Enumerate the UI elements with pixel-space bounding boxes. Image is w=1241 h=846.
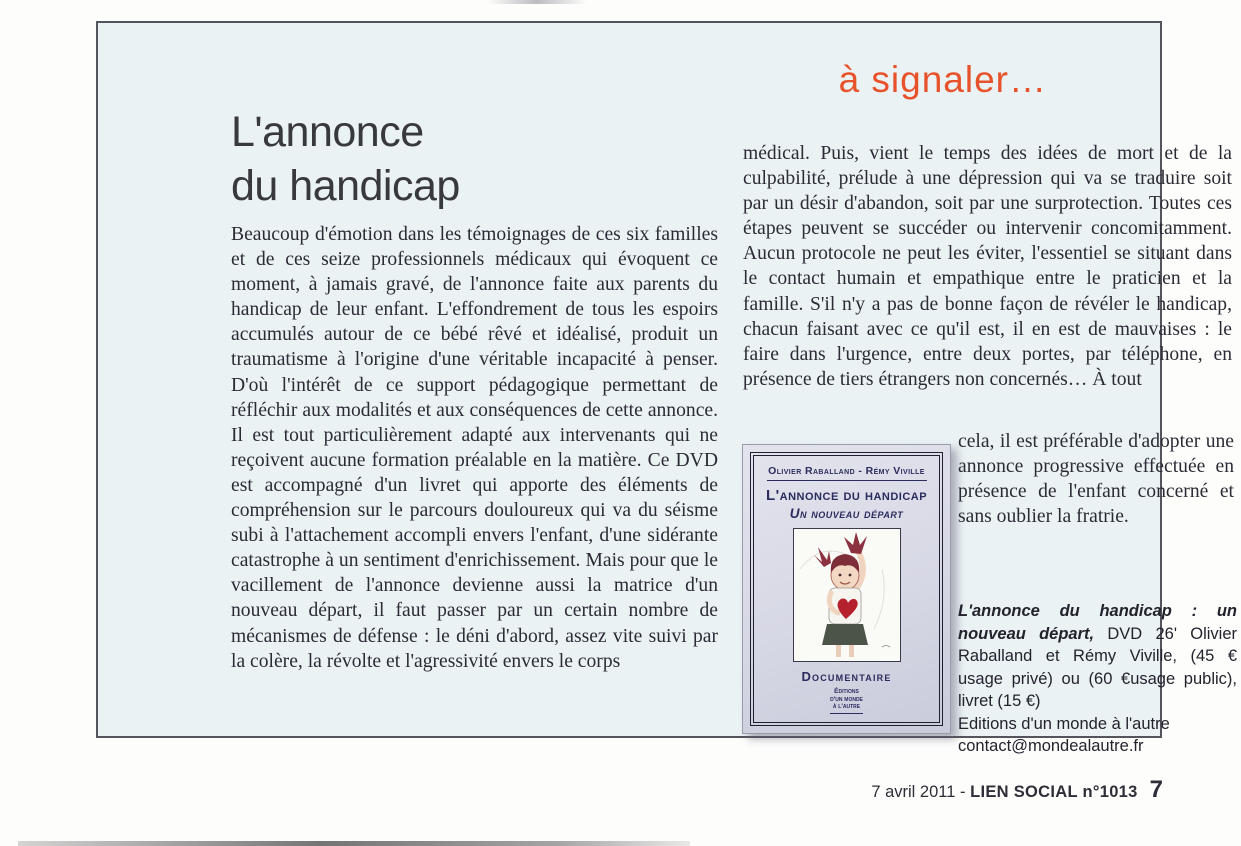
article-column-left: Beaucoup d'émotion dans les témoignages de ces six familles et de ces seize professionnels médicaux qui évoquent ce moment, à jamais gravé, de l'annonce faite aux parents du handicap de leur enfant. L'effondrement de tous les espoirs accumulés autour de ce bébé rêvé et idéalisé, produit un traumatisme à l'origine d'une véritable incapacité à penser. D'où l'intérêt de ce support pédagogique permettant de réfléchir aux modalités et aux conséquences de cette annonce. Il est tout particulièrement adapté aux intervenants qui ne reçoivent aucune formation préalable en la matière. Ce DVD est accompagné d'un livret qui apporte des éléments de compréhension sur le parcours douloureux qui va du séisme subi à l'attachement accompli envers l'enfant, d'une sidérante catastrophe à un sentiment d'enrichissement. Mais pour que le vacillement de l'annonce devienne aussi la matrice d'un nouveau départ, il faut passer par un certain nombre de mécanismes de défense : le déni d'abord, assez vite suivi par la colère, la révolte et l'agressivité envers le corps [231, 224, 718, 672]
dvd-genre: Documentaire [801, 669, 892, 684]
dvd-rule [767, 480, 927, 481]
article-title-line2: du handicap [231, 162, 460, 210]
article-title-line1: L'annonce [231, 108, 424, 156]
article-column-right-wrap: cela, il est préférable d'adopter une annonce progressive effectuée en présence de l'enfant concerné et sans oublier la fratrie. [958, 431, 1234, 528]
footer-date: 7 avril 2011 - [871, 783, 971, 801]
dvd-logo-line1: Éditions [834, 688, 859, 695]
dvd-caption [958, 600, 1237, 758]
dvd-cover-image [742, 444, 951, 734]
scan-artifact-bottom [18, 841, 690, 846]
dvd-logo-line2: d'un monde [830, 695, 863, 703]
dvd-cover-frame [750, 452, 943, 726]
article-panel [96, 21, 1237, 755]
article-title [231, 105, 460, 213]
page-footer [871, 776, 1163, 804]
article-column-right: médical. Puis, vient le temps des idées de mort et de la culpabilité, prélude à une dépression qui va se traduire soit par un désir d'abandon, soit par une surprotection. Toutes ces étapes peuvent se succéder ou intervenir concomitamment. Aucun protocole ne peut les éviter, l'essentiel se situant dans le contact humain et empathique entre le praticien et la famille. S'il n'y a pas de bonne façon de révéler le handicap, chacun faisant avec ce qu'il est, il en est de mauvaises : le faire dans l'urgence, entre deux portes, par téléphone, en présence de tiers étrangers non concernés… À tout [743, 143, 1232, 390]
dvd-title: L'annonce du handicap [765, 487, 928, 504]
footer-page-number: 7 [1149, 776, 1163, 803]
dvd-authors: Olivier Raballand - Rémy Viville [768, 465, 925, 477]
scan-artifact-top [487, 0, 587, 4]
footer-journal: LIEN SOCIAL n°1013 [970, 783, 1138, 801]
dvd-cover-illustration [793, 528, 901, 662]
dvd-subtitle: Un nouveau départ [789, 506, 904, 521]
caption-publisher: Editions d'un monde à l'autre [958, 714, 1170, 733]
dvd-logo-line3: à l'autre [832, 703, 861, 710]
dvd-publisher-logo [830, 688, 863, 714]
caption-title: L'annonce du handicap : un nouveau départ, [958, 602, 1237, 643]
section-label: à signaler… [838, 59, 1047, 100]
caption-email: contact@mondealautre.fr [958, 737, 1144, 755]
caption-details: DVD 26' Olivier Raballand et Rémy Viville, (45 € usage privé) ou (60 €usage public), livret (15 €) [958, 624, 1237, 710]
